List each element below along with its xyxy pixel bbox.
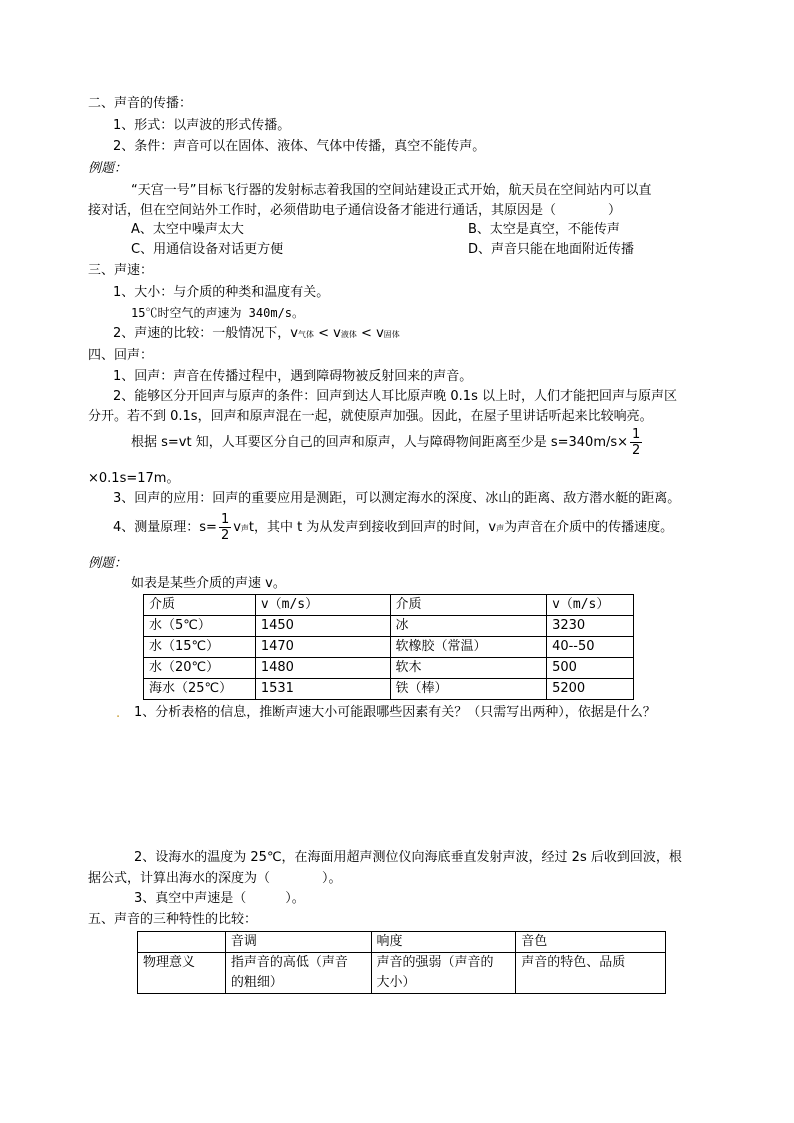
fraction-half	[630, 428, 642, 457]
echo-application: 3、回声的应用：回声的重要应用是测距，可以测定海水的深度、冰山的距离、敌方潜水艇的距离。	[113, 491, 681, 506]
marker-dot: .	[116, 706, 121, 721]
table-cell: 水（15℃）	[144, 637, 256, 658]
echo-distance-result: ×0.1s=17m。	[88, 471, 180, 486]
question-text-line2: 接对话，但在空间站外工作时，必须借助电子通信设备才能进行通话，其原因是（ ）	[88, 203, 622, 218]
speed-magnitude: 1、大小：与介质的种类和温度有关。	[113, 285, 330, 300]
table-cell: 软木	[390, 658, 547, 679]
sub-gas: 气体	[297, 330, 314, 339]
propagation-form: 1、形式：以声波的形式传播。	[113, 118, 291, 133]
calc-text: 根据 s=vt 知，人耳要区分自己的回声和原声，人与障碍物间距离至少是 s=340m/s×	[131, 435, 629, 450]
table-cell: 1480	[255, 658, 390, 679]
pitch-line1: 指声音的高低（声音	[230, 955, 348, 970]
sound-speed-table	[143, 594, 634, 700]
table-cell: 软橡胶（常温）	[390, 637, 547, 658]
sub-solid: 固体	[383, 330, 400, 339]
header-cell: 响度	[371, 932, 516, 953]
option-a: A、太空中噪声太大	[131, 222, 244, 237]
question-text-line1: “天宫一号”目标飞行器的发射标志着我国的空间站建设正式开始，航天员在空间站内可以直	[131, 183, 652, 198]
question-2-line2: 据公式，计算出海水的深度为（ ）。	[88, 871, 342, 886]
question-2-line1: 2、设海水的温度为 25℃，在海面用超声测位仪向海底垂直发射声波，经过 2s 后收到回波，根	[134, 850, 682, 865]
v-symbol: v	[376, 326, 384, 341]
pitch-meaning	[225, 953, 371, 994]
table-cell: 海水（25℃）	[144, 679, 256, 700]
header-cell: 介质	[144, 595, 256, 616]
pitch-line2: 的粗细）	[230, 975, 283, 990]
speed-comparison	[113, 326, 400, 342]
v-symbol: v	[333, 326, 341, 341]
row-label: 物理意义	[138, 953, 226, 994]
speed-air-15c: 15℃时空气的声速为 340m/s。	[131, 306, 305, 320]
example-label: 例题：	[88, 556, 128, 571]
speed-comparison-label: 2、声速的比较：一般情况下，	[113, 326, 291, 341]
loudness-line2: 大小）	[376, 975, 416, 990]
echo-condition-line1: 2、能够区分开回声与原声的条件：回声到达人耳比原声晚 0.1s 以上时，人们才能把回声与原声区	[113, 389, 677, 404]
option-c: C、用通信设备对话更方便	[131, 242, 284, 257]
table-cell: 3230	[547, 616, 634, 637]
fraction-numerator: 1	[220, 512, 230, 527]
table-cell: 1450	[255, 616, 390, 637]
loudness-line1: 声音的强弱（声音的	[376, 955, 494, 970]
header-cell: 音色	[516, 932, 666, 953]
echo-condition-line2: 分开。若不到 0.1s，回声和原声混在一起，就使原声加强。因此，在屋子里讲话听起来比较响亮。	[88, 409, 653, 424]
header-cell: v（m/s）	[547, 595, 634, 616]
table-cell: 500	[547, 658, 634, 679]
principle-text-3: 为声音在介质中的传播速度。	[504, 520, 674, 535]
timbre-meaning: 声音的特色、品质	[516, 953, 666, 994]
table-cell: 1470	[255, 637, 390, 658]
header-cell	[138, 932, 226, 953]
option-b: B、太空是真空，不能传声	[468, 222, 620, 237]
less-than-sign: <	[361, 326, 372, 341]
propagation-condition: 2、条件：声音可以在固体、液体、气体中传播，真空不能传声。	[113, 139, 486, 154]
section-title-speed: 三、声速：	[88, 263, 154, 278]
table-cell: 5200	[547, 679, 634, 700]
table-row	[144, 637, 634, 658]
question-1: 1、分析表格的信息，推断声速大小可能跟哪些因素有关？（只需写出两种），依据是什么？	[134, 705, 656, 720]
header-cell: v（m/s）	[255, 595, 390, 616]
section-title-characteristics: 五、声音的三种特性的比较：	[88, 912, 258, 927]
sub-sound: 声	[496, 524, 505, 533]
loudness-meaning	[371, 953, 516, 994]
table-cell: 铁（棒）	[390, 679, 547, 700]
table-cell: 水（5℃）	[144, 616, 256, 637]
echo-definition: 1、回声：声音在传播过程中，遇到障碍物被反射回来的声音。	[113, 369, 473, 384]
header-cell: 音调	[225, 932, 371, 953]
v-symbol: v	[233, 520, 241, 535]
table-header-row	[144, 595, 634, 616]
table-cell: 40--50	[547, 637, 634, 658]
question-3: 3、真空中声速是（ ）。	[134, 891, 305, 906]
fraction-denominator: 2	[220, 528, 230, 543]
sub-sound: 声	[240, 524, 249, 533]
table-row	[138, 953, 666, 994]
fraction-numerator: 1	[632, 427, 641, 442]
less-than-sign: <	[318, 326, 330, 341]
principle-text-2: t，其中 t 为从发声到接收到回声的时间，v	[248, 520, 497, 535]
table-row	[144, 658, 634, 679]
table-cell: 冰	[390, 616, 547, 637]
table-row	[144, 679, 634, 700]
echo-principle	[113, 513, 673, 542]
table-header-row	[138, 932, 666, 953]
option-d: D、声音只能在地面附近传播	[468, 242, 635, 257]
table-row	[144, 616, 634, 637]
table-cell: 1531	[255, 679, 390, 700]
principle-text: 4、测量原理：s=	[113, 520, 217, 535]
table-cell: 水（20℃）	[144, 658, 256, 679]
sound-characteristics-table	[137, 931, 666, 994]
header-cell: 介质	[390, 595, 547, 616]
fraction-denominator: 2	[632, 443, 641, 458]
echo-distance-calc	[131, 428, 644, 457]
sub-liquid: 液体	[340, 330, 357, 339]
fraction-half	[219, 513, 231, 542]
v-symbol: v	[290, 326, 298, 341]
table-caption: 如表是某些介质的声速 v。	[131, 576, 286, 591]
section-title-propagation: 二、声音的传播：	[88, 96, 193, 111]
section-title-echo: 四、回声：	[88, 348, 154, 363]
example-label: 例题：	[88, 161, 128, 176]
